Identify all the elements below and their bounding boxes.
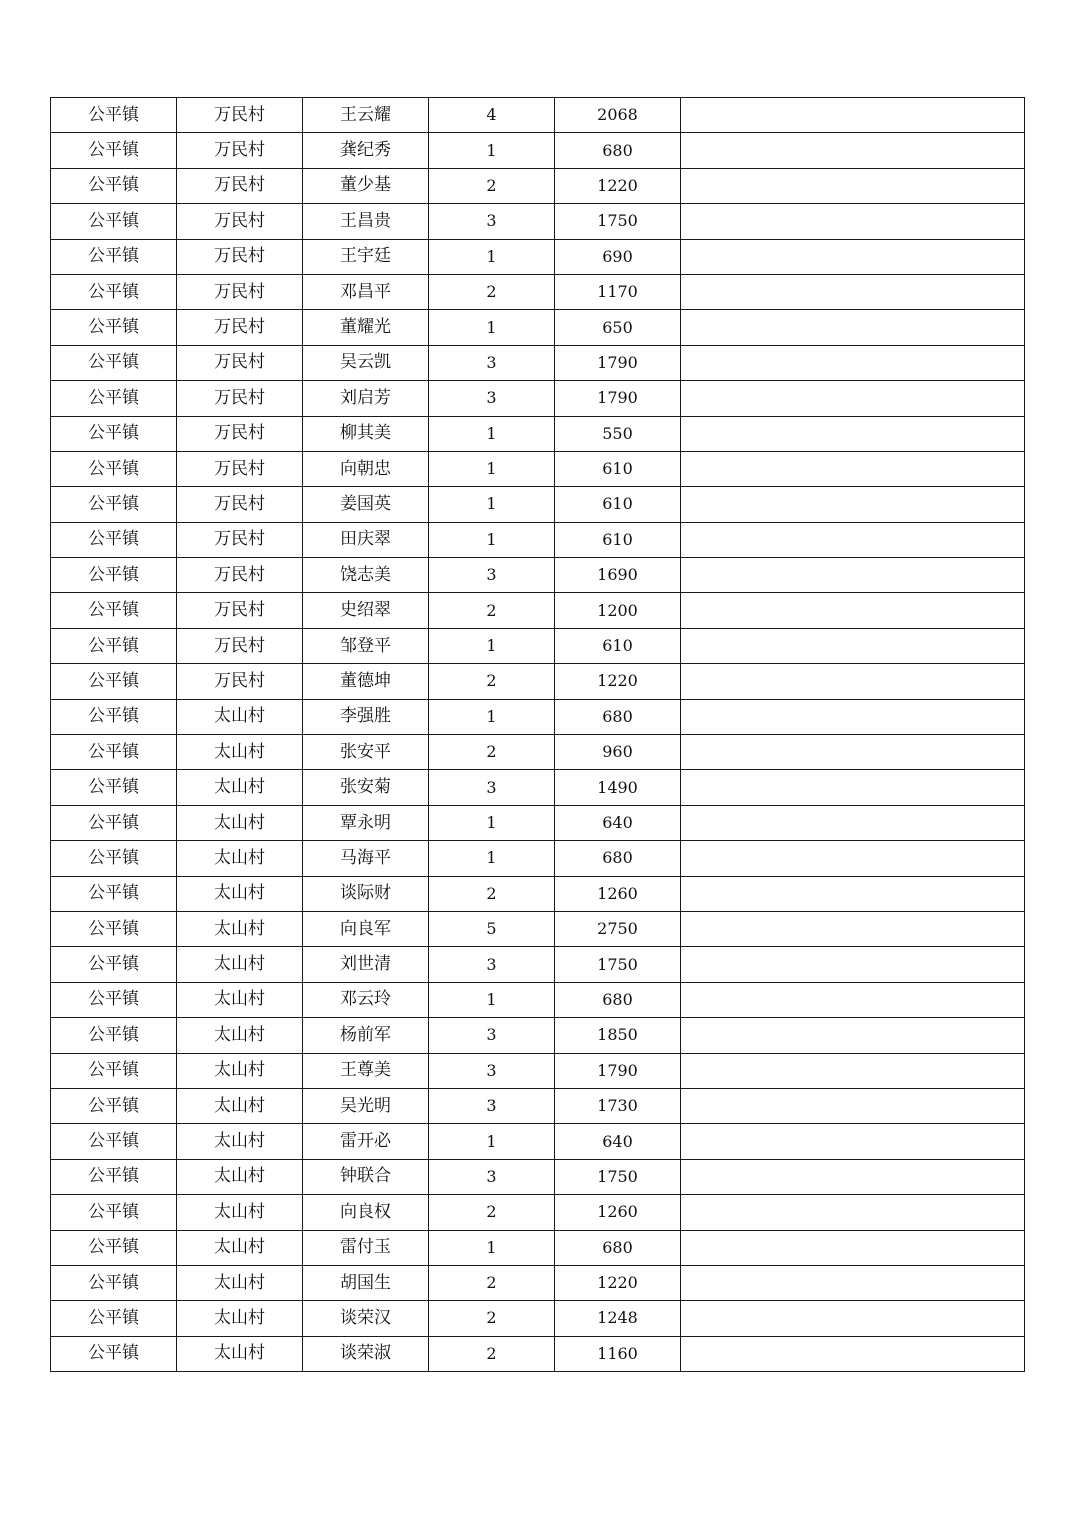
table-row [51, 1159, 1025, 1194]
town-cell: 公平镇 [51, 558, 177, 593]
name-cell: 谈荣汉 [303, 1301, 429, 1336]
note-cell [681, 558, 1025, 593]
town-cell: 公平镇 [51, 274, 177, 309]
table-row [51, 628, 1025, 663]
village-cell: 万民村 [177, 416, 303, 451]
town-cell: 公平镇 [51, 310, 177, 345]
table-row [51, 664, 1025, 699]
amount-cell: 1170 [555, 274, 681, 309]
household-count-cell: 3 [429, 204, 555, 239]
amount-cell: 610 [555, 522, 681, 557]
household-count-cell: 3 [429, 1088, 555, 1123]
village-cell: 万民村 [177, 628, 303, 663]
amount-cell: 680 [555, 1230, 681, 1265]
amount-cell: 640 [555, 805, 681, 840]
table-row [51, 1336, 1025, 1371]
table-row [51, 1230, 1025, 1265]
table-row [51, 1124, 1025, 1159]
town-cell: 公平镇 [51, 911, 177, 946]
table-row [51, 381, 1025, 416]
table-row [51, 1018, 1025, 1053]
table-row [51, 204, 1025, 239]
household-count-cell: 1 [429, 522, 555, 557]
table-row [51, 98, 1025, 133]
household-count-cell: 3 [429, 770, 555, 805]
household-count-cell: 1 [429, 628, 555, 663]
note-cell [681, 1265, 1025, 1300]
household-count-cell: 3 [429, 1018, 555, 1053]
village-cell: 太山村 [177, 1336, 303, 1371]
table-row [51, 841, 1025, 876]
amount-cell: 680 [555, 982, 681, 1017]
table-row [51, 1265, 1025, 1300]
table-row [51, 1301, 1025, 1336]
household-count-cell: 1 [429, 239, 555, 274]
household-count-cell: 4 [429, 98, 555, 133]
name-cell: 杨前军 [303, 1018, 429, 1053]
village-cell: 太山村 [177, 1265, 303, 1300]
town-cell: 公平镇 [51, 699, 177, 734]
village-cell: 太山村 [177, 1018, 303, 1053]
town-cell: 公平镇 [51, 628, 177, 663]
name-cell: 史绍翠 [303, 593, 429, 628]
town-cell: 公平镇 [51, 345, 177, 380]
household-count-cell: 3 [429, 1159, 555, 1194]
table-row [51, 805, 1025, 840]
amount-cell: 1220 [555, 664, 681, 699]
town-cell: 公平镇 [51, 204, 177, 239]
note-cell [681, 1018, 1025, 1053]
name-cell: 张安平 [303, 735, 429, 770]
amount-cell: 1850 [555, 1018, 681, 1053]
note-cell [681, 487, 1025, 522]
note-cell [681, 1336, 1025, 1371]
town-cell: 公平镇 [51, 381, 177, 416]
amount-cell: 2750 [555, 911, 681, 946]
note-cell [681, 310, 1025, 345]
amount-cell: 1790 [555, 345, 681, 380]
name-cell: 田庆翠 [303, 522, 429, 557]
household-count-cell: 1 [429, 451, 555, 486]
table-row [51, 239, 1025, 274]
note-cell [681, 982, 1025, 1017]
table-row [51, 310, 1025, 345]
town-cell: 公平镇 [51, 1301, 177, 1336]
village-cell: 太山村 [177, 841, 303, 876]
table-row [51, 558, 1025, 593]
amount-cell: 960 [555, 735, 681, 770]
note-cell [681, 1301, 1025, 1336]
amount-cell: 1750 [555, 947, 681, 982]
village-cell: 太山村 [177, 876, 303, 911]
note-cell [681, 1195, 1025, 1230]
name-cell: 向良权 [303, 1195, 429, 1230]
household-count-cell: 2 [429, 1195, 555, 1230]
table-row [51, 487, 1025, 522]
amount-cell: 610 [555, 487, 681, 522]
amount-cell: 680 [555, 699, 681, 734]
name-cell: 刘启芳 [303, 381, 429, 416]
town-cell: 公平镇 [51, 1230, 177, 1265]
table-row [51, 522, 1025, 557]
note-cell [681, 98, 1025, 133]
amount-cell: 1200 [555, 593, 681, 628]
table-row [51, 593, 1025, 628]
household-count-cell: 1 [429, 841, 555, 876]
amount-cell: 1220 [555, 168, 681, 203]
village-cell: 太山村 [177, 947, 303, 982]
village-cell: 太山村 [177, 1124, 303, 1159]
village-cell: 太山村 [177, 911, 303, 946]
amount-cell: 690 [555, 239, 681, 274]
amount-cell: 1790 [555, 1053, 681, 1088]
note-cell [681, 735, 1025, 770]
note-cell [681, 451, 1025, 486]
town-cell: 公平镇 [51, 1265, 177, 1300]
name-cell: 董德坤 [303, 664, 429, 699]
household-count-cell: 2 [429, 735, 555, 770]
note-cell [681, 1159, 1025, 1194]
amount-cell: 1260 [555, 1195, 681, 1230]
village-cell: 万民村 [177, 310, 303, 345]
household-count-cell: 1 [429, 982, 555, 1017]
village-cell: 太山村 [177, 1159, 303, 1194]
village-cell: 万民村 [177, 558, 303, 593]
town-cell: 公平镇 [51, 876, 177, 911]
note-cell [681, 133, 1025, 168]
name-cell: 谈荣淑 [303, 1336, 429, 1371]
village-cell: 万民村 [177, 345, 303, 380]
name-cell: 董耀光 [303, 310, 429, 345]
town-cell: 公平镇 [51, 805, 177, 840]
village-cell: 太山村 [177, 770, 303, 805]
note-cell [681, 239, 1025, 274]
amount-cell: 1730 [555, 1088, 681, 1123]
note-cell [681, 699, 1025, 734]
village-cell: 万民村 [177, 204, 303, 239]
town-cell: 公平镇 [51, 664, 177, 699]
name-cell: 王尊美 [303, 1053, 429, 1088]
amount-cell: 1750 [555, 204, 681, 239]
household-count-cell: 1 [429, 416, 555, 451]
household-count-cell: 1 [429, 1124, 555, 1159]
village-cell: 太山村 [177, 1088, 303, 1123]
table-row [51, 770, 1025, 805]
household-count-cell: 3 [429, 345, 555, 380]
name-cell: 胡国生 [303, 1265, 429, 1300]
table-row [51, 735, 1025, 770]
town-cell: 公平镇 [51, 770, 177, 805]
table-row [51, 168, 1025, 203]
name-cell: 雷付玉 [303, 1230, 429, 1265]
village-cell: 万民村 [177, 381, 303, 416]
note-cell [681, 522, 1025, 557]
town-cell: 公平镇 [51, 239, 177, 274]
village-cell: 万民村 [177, 239, 303, 274]
town-cell: 公平镇 [51, 947, 177, 982]
town-cell: 公平镇 [51, 1053, 177, 1088]
note-cell [681, 381, 1025, 416]
name-cell: 谈际财 [303, 876, 429, 911]
note-cell [681, 1088, 1025, 1123]
amount-cell: 1750 [555, 1159, 681, 1194]
household-count-cell: 1 [429, 133, 555, 168]
note-cell [681, 628, 1025, 663]
table-row [51, 947, 1025, 982]
town-cell: 公平镇 [51, 487, 177, 522]
amount-cell: 1790 [555, 381, 681, 416]
village-cell: 太山村 [177, 735, 303, 770]
note-cell [681, 1124, 1025, 1159]
amount-cell: 1490 [555, 770, 681, 805]
household-count-cell: 2 [429, 1336, 555, 1371]
note-cell [681, 168, 1025, 203]
household-count-cell: 2 [429, 1265, 555, 1300]
name-cell: 吴云凯 [303, 345, 429, 380]
note-cell [681, 876, 1025, 911]
name-cell: 向良军 [303, 911, 429, 946]
note-cell [681, 911, 1025, 946]
name-cell: 张安菊 [303, 770, 429, 805]
town-cell: 公平镇 [51, 1336, 177, 1371]
note-cell [681, 274, 1025, 309]
town-cell: 公平镇 [51, 133, 177, 168]
table-row [51, 699, 1025, 734]
note-cell [681, 805, 1025, 840]
table-body [51, 98, 1025, 1372]
amount-cell: 550 [555, 416, 681, 451]
town-cell: 公平镇 [51, 1018, 177, 1053]
name-cell: 覃永明 [303, 805, 429, 840]
name-cell: 钟联合 [303, 1159, 429, 1194]
table-row [51, 1195, 1025, 1230]
amount-cell: 640 [555, 1124, 681, 1159]
household-count-cell: 1 [429, 310, 555, 345]
name-cell: 雷开必 [303, 1124, 429, 1159]
note-cell [681, 770, 1025, 805]
village-cell: 太山村 [177, 1195, 303, 1230]
town-cell: 公平镇 [51, 735, 177, 770]
household-count-cell: 3 [429, 1053, 555, 1088]
name-cell: 王宇廷 [303, 239, 429, 274]
amount-cell: 650 [555, 310, 681, 345]
village-cell: 太山村 [177, 805, 303, 840]
name-cell: 李强胜 [303, 699, 429, 734]
village-cell: 万民村 [177, 487, 303, 522]
village-cell: 万民村 [177, 168, 303, 203]
amount-cell: 1220 [555, 1265, 681, 1300]
town-cell: 公平镇 [51, 98, 177, 133]
town-cell: 公平镇 [51, 416, 177, 451]
table-row [51, 133, 1025, 168]
note-cell [681, 1230, 1025, 1265]
name-cell: 柳其美 [303, 416, 429, 451]
household-count-cell: 2 [429, 664, 555, 699]
household-count-cell: 2 [429, 274, 555, 309]
name-cell: 马海平 [303, 841, 429, 876]
household-count-cell: 2 [429, 593, 555, 628]
note-cell [681, 345, 1025, 380]
table-row [51, 1053, 1025, 1088]
town-cell: 公平镇 [51, 1124, 177, 1159]
village-cell: 万民村 [177, 274, 303, 309]
household-count-cell: 1 [429, 487, 555, 522]
household-count-cell: 1 [429, 699, 555, 734]
household-count-cell: 3 [429, 558, 555, 593]
amount-cell: 610 [555, 628, 681, 663]
amount-cell: 680 [555, 133, 681, 168]
town-cell: 公平镇 [51, 1195, 177, 1230]
household-count-cell: 3 [429, 381, 555, 416]
household-count-cell: 5 [429, 911, 555, 946]
town-cell: 公平镇 [51, 522, 177, 557]
village-cell: 太山村 [177, 1230, 303, 1265]
table-row [51, 274, 1025, 309]
note-cell [681, 664, 1025, 699]
note-cell [681, 947, 1025, 982]
village-cell: 万民村 [177, 593, 303, 628]
amount-cell: 610 [555, 451, 681, 486]
town-cell: 公平镇 [51, 841, 177, 876]
name-cell: 王云耀 [303, 98, 429, 133]
household-count-cell: 1 [429, 1230, 555, 1265]
amount-cell: 1160 [555, 1336, 681, 1371]
note-cell [681, 593, 1025, 628]
name-cell: 吴光明 [303, 1088, 429, 1123]
town-cell: 公平镇 [51, 1159, 177, 1194]
amount-cell: 680 [555, 841, 681, 876]
village-cell: 万民村 [177, 133, 303, 168]
table-row [51, 911, 1025, 946]
note-cell [681, 1053, 1025, 1088]
town-cell: 公平镇 [51, 982, 177, 1017]
table-row [51, 345, 1025, 380]
name-cell: 邓云玲 [303, 982, 429, 1017]
name-cell: 刘世清 [303, 947, 429, 982]
amount-cell: 1248 [555, 1301, 681, 1336]
name-cell: 王昌贵 [303, 204, 429, 239]
household-count-cell: 1 [429, 805, 555, 840]
town-cell: 公平镇 [51, 1088, 177, 1123]
household-count-cell: 2 [429, 1301, 555, 1336]
table-row [51, 416, 1025, 451]
table-row [51, 1088, 1025, 1123]
amount-cell: 1260 [555, 876, 681, 911]
village-cell: 万民村 [177, 664, 303, 699]
village-cell: 万民村 [177, 451, 303, 486]
village-cell: 太山村 [177, 699, 303, 734]
table-row [51, 982, 1025, 1017]
village-cell: 万民村 [177, 522, 303, 557]
note-cell [681, 841, 1025, 876]
village-cell: 太山村 [177, 982, 303, 1017]
note-cell [681, 204, 1025, 239]
name-cell: 向朝忠 [303, 451, 429, 486]
amount-cell: 2068 [555, 98, 681, 133]
household-count-cell: 3 [429, 947, 555, 982]
village-cell: 太山村 [177, 1301, 303, 1336]
household-table [50, 97, 1025, 1372]
town-cell: 公平镇 [51, 168, 177, 203]
note-cell [681, 416, 1025, 451]
name-cell: 邹登平 [303, 628, 429, 663]
village-cell: 太山村 [177, 1053, 303, 1088]
name-cell: 姜国英 [303, 487, 429, 522]
household-count-cell: 2 [429, 876, 555, 911]
name-cell: 龚纪秀 [303, 133, 429, 168]
name-cell: 饶志美 [303, 558, 429, 593]
amount-cell: 1690 [555, 558, 681, 593]
household-count-cell: 2 [429, 168, 555, 203]
table-row [51, 451, 1025, 486]
town-cell: 公平镇 [51, 593, 177, 628]
name-cell: 邓昌平 [303, 274, 429, 309]
town-cell: 公平镇 [51, 451, 177, 486]
village-cell: 万民村 [177, 98, 303, 133]
table-row [51, 876, 1025, 911]
name-cell: 董少基 [303, 168, 429, 203]
